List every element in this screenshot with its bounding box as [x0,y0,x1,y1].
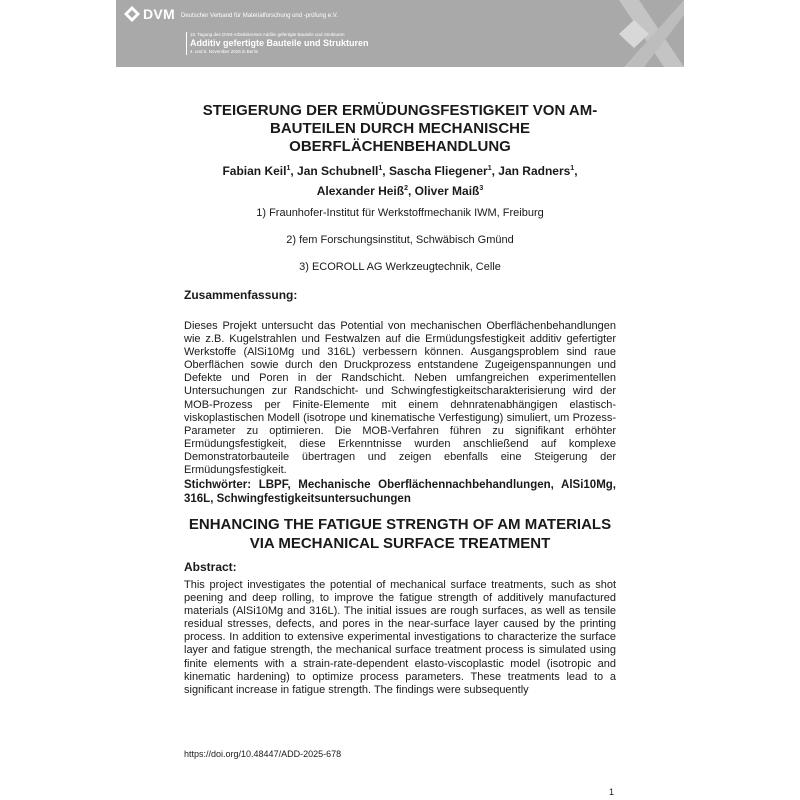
author-affiliation-mark: 2 [404,185,408,192]
author-affiliation-mark: 1 [570,165,575,172]
conference-date: 4. und 5. November 2025 in Berlin [190,49,259,54]
zusammenfassung-heading: Zusammenfassung: [184,288,298,302]
decorative-cross-graphic [564,0,684,67]
affiliation-1: 1) Fraunhofer-Institut für Werkstoffmechanik IWM, Freiburg [256,207,544,219]
author-affiliation-mark: 1 [487,165,492,172]
author-name: Jan Schubnell [297,164,379,178]
conference-series: 10. Tagung des DVM-Arbeitskreises Additiv gefertigte Bauteile und Strukturen [190,32,345,37]
conference-title: Additiv gefertigte Bauteile und Strukturen [190,38,369,48]
paper-title-english: ENHANCING THE FATIGUE STRENGTH OF AM MATERIALS VIA MECHANICAL SURFACE TREATMENT [188,516,612,552]
zusammenfassung-text: Dieses Projekt untersucht das Potential von mechanischen Oberflächenbehandlungen wie z.B. Kugelstrahlen und Festwalzen auf die Ermüdungsfestigkeit additiv gefertigter Werkstoffe (AlSi10Mg und 316L) verbessern können. Ausgangsproblem sind raue Oberflächen sowie durch den Druckprozess entstandene Zugeigenspannungen und Defekte und Poren in der Randschicht. Neben umfangreichen experimentellen Untersuchungen zur Randschicht- und Schwingfestigkeitscharakterisierung wird der MOB-Prozess per Finite-Elemente mit einem dehnratenabhängigen elastisch-viskoplastischen Modell (isotrope und kinematische Verfestigung) simuliert, um Prozess-Parameter zu optimieren. Die MOB-Verfahren führen zu signifikant erhöhter Ermüdungsfestigkeit, diese Erkenntnisse wurden anschließend auf komplexe Demonstratorbauteile übertragen und zeigen ebenfalls eine Steigerung der Ermüdungsfestigkeit. [184,320,616,477]
author-name: Alexander Heiß [316,184,405,198]
abstract-heading: Abstract: [184,560,237,574]
paper-page [116,0,684,800]
dvm-logo-icon [124,6,140,22]
stichwoerter: Stichwörter: LBPF, Mechanische Oberflächennachbehandlungen, AlSi10Mg, 316L, Schwingfestigkeitsuntersuchungen [184,479,616,505]
abstract-text: This project investigates the potential of mechanical surface treatments, such as shot peening and deep rolling, to improve the fatigue strength of additively manufactured materials (AlSi10Mg and 316L). The initial issues are rough surfaces, as well as tensile residual stresses, defects, and pores in the near-surface layer caused by the printing process. In addition to extensive experimental investigations to characterize the surface layer and fatigue strength, the mechanical surface treatment process is simulated using finite elements with a strain-rate-dependent elasto-viscoplastic model (isotropic and kinematic hardening) to optimize process parameters. These treatments lead to a significant increase in fatigue strength. The findings were subsequently [184,579,616,696]
paper-title-german: STEIGERUNG DER ERMÜDUNGSFESTIGKEIT VON AM-BAUTEILEN DURCH MECHANISCHE OBERFLÄCHENBEHANDLUNG [202,102,598,155]
author-name: Oliver Maiß [414,184,480,198]
doi-link[interactable]: https://doi.org/10.48447/ADD-2025-678 [184,749,342,759]
page-number: 1 [609,787,615,797]
conference-banner [116,0,684,67]
conference-info [186,32,369,55]
author-list: Fabian Keil$^1$, Jan Schubnell$^1$, Sascha Fliegener$^1$, Jan Radners$^1$, Alexander Heiß$^2$, Oliver Maiß$^3$ [222,164,578,198]
author-name: Jan Radners [498,164,571,178]
dvm-logo [124,6,338,22]
author-affiliation-mark: 3 [479,185,484,192]
author-affiliation-mark: 1 [378,165,383,172]
author-name: Fabian Keil [222,164,287,178]
affiliation-2: 2) fem Forschungsinstitut, Schwäbisch Gmünd [286,234,514,246]
author-affiliation-mark: 1 [286,165,291,172]
logo-text: DVM [143,6,176,22]
author-name: Sascha Fliegener [388,164,488,178]
affiliation-3: 3) ECOROLL AG Werkzeugtechnik, Celle [299,261,501,273]
organization-name: Deutscher Verband für Materialforschung und -prüfung e.V. [181,13,338,19]
